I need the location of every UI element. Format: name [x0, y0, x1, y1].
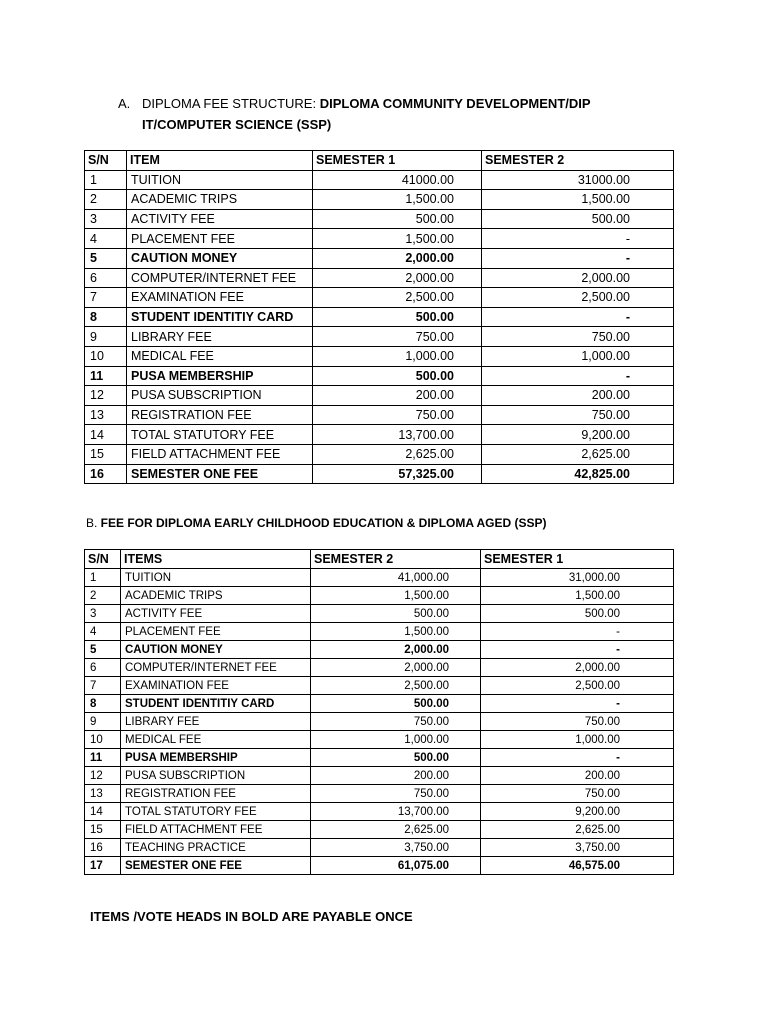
table-a-header-item: ITEM [127, 151, 313, 171]
table-a-cell-item: FIELD ATTACHMENT FEE [127, 444, 313, 464]
table-a-cell-first-amount: 1,500.00 [313, 190, 482, 210]
table-b-cell-second-amount: - [481, 749, 674, 767]
section-a-heading [118, 93, 678, 135]
table-b-cell-item: REGISTRATION FEE [121, 785, 311, 803]
table-row [85, 268, 674, 288]
table-a-cell-second-amount: - [482, 366, 674, 386]
table-a-cell-first-amount: 750.00 [313, 405, 482, 425]
table-b-cell-first-amount: 500.00 [311, 749, 481, 767]
table-a-cell-first-amount: 200.00 [313, 386, 482, 406]
table-row [85, 366, 674, 386]
table-b-cell-second-amount: 2,000.00 [481, 659, 674, 677]
table-row [85, 713, 674, 731]
table-b-cell-second-amount: 750.00 [481, 785, 674, 803]
table-b-cell-item: ACTIVITY FEE [121, 605, 311, 623]
table-row [85, 605, 674, 623]
table-b-cell-item: ACADEMIC TRIPS [121, 587, 311, 605]
table-a-cell-second-amount: 9,200.00 [482, 425, 674, 445]
table-b-cell-second-amount: 2,500.00 [481, 677, 674, 695]
section-b-prefix: B. [86, 516, 101, 530]
table-row [85, 587, 674, 605]
table-a-cell-first-amount: 13,700.00 [313, 425, 482, 445]
table-a-header-semester-2: SEMESTER 2 [482, 151, 674, 171]
table-a-cell-first-amount: 41000.00 [313, 170, 482, 190]
table-b-cell-second-amount: 2,625.00 [481, 821, 674, 839]
section-a-heading-line-1 [118, 93, 678, 114]
table-b-cell-second-amount: 31,000.00 [481, 569, 674, 587]
table-a-cell-first-amount: 2,000.00 [313, 248, 482, 268]
table-b-cell-second-amount: 750.00 [481, 713, 674, 731]
table-row [85, 857, 674, 875]
footer-note: ITEMS /VOTE HEADS IN BOLD ARE PAYABLE ONCE [90, 909, 413, 924]
table-b-cell-first-amount: 1,000.00 [311, 731, 481, 749]
table-a-cell-sn: 4 [85, 229, 127, 249]
table-a-cell-second-amount: 1,500.00 [482, 190, 674, 210]
table-a-cell-second-amount: - [482, 229, 674, 249]
table-a-cell-second-amount: 2,625.00 [482, 444, 674, 464]
table-row [85, 641, 674, 659]
table-b-cell-sn: 12 [85, 767, 121, 785]
table-row [85, 307, 674, 327]
table-row [85, 444, 674, 464]
table-a-cell-item: CAUTION MONEY [127, 248, 313, 268]
table-b-cell-item: EXAMINATION FEE [121, 677, 311, 695]
table-a-cell-sn: 13 [85, 405, 127, 425]
table-b-cell-second-amount: - [481, 623, 674, 641]
table-row [85, 209, 674, 229]
table-b-cell-first-amount: 1,500.00 [311, 587, 481, 605]
table-a-cell-sn: 16 [85, 464, 127, 484]
table-b-cell-sn: 15 [85, 821, 121, 839]
section-a-marker: A. [118, 96, 131, 111]
table-a-cell-item: REGISTRATION FEE [127, 405, 313, 425]
section-b-heading [86, 514, 546, 532]
table-row [85, 803, 674, 821]
table-b-cell-second-amount: 9,200.00 [481, 803, 674, 821]
table-row [85, 170, 674, 190]
table-a-cell-first-amount: 2,000.00 [313, 268, 482, 288]
table-b-cell-sn: 16 [85, 839, 121, 857]
table-a-cell-item: ACADEMIC TRIPS [127, 190, 313, 210]
table-b-cell-sn: 10 [85, 731, 121, 749]
table-b-cell-sn: 8 [85, 695, 121, 713]
table-b-header-row [85, 550, 674, 569]
table-b-body [85, 569, 674, 875]
table-a-cell-sn: 9 [85, 327, 127, 347]
table-a-cell-first-amount: 500.00 [313, 366, 482, 386]
table-b-cell-sn: 1 [85, 569, 121, 587]
table-a-cell-item: ACTIVITY FEE [127, 209, 313, 229]
table-row [85, 346, 674, 366]
table-b-header-sn: S/N [85, 550, 121, 569]
table-b-cell-first-amount: 3,750.00 [311, 839, 481, 857]
table-b-cell-first-amount: 750.00 [311, 785, 481, 803]
table-b-cell-item: STUDENT IDENTITIY CARD [121, 695, 311, 713]
table-a-cell-item: SEMESTER ONE FEE [127, 464, 313, 484]
table-b-cell-first-amount: 2,500.00 [311, 677, 481, 695]
table-a-cell-second-amount: 500.00 [482, 209, 674, 229]
table-b-cell-sn: 2 [85, 587, 121, 605]
table-b-cell-sn: 11 [85, 749, 121, 767]
table-b-cell-first-amount: 1,500.00 [311, 623, 481, 641]
table-a-cell-first-amount: 500.00 [313, 209, 482, 229]
table-a-cell-item: STUDENT IDENTITIY CARD [127, 307, 313, 327]
fee-table-a [84, 150, 674, 484]
table-b-cell-second-amount: 200.00 [481, 767, 674, 785]
table-a-cell-first-amount: 1,500.00 [313, 229, 482, 249]
table-b-cell-first-amount: 41,000.00 [311, 569, 481, 587]
table-a-cell-sn: 10 [85, 346, 127, 366]
table-row [85, 569, 674, 587]
section-a-title-part-2: IT/COMPUTER SCIENCE (SSP) [142, 117, 332, 132]
section-a-prefix: DIPLOMA FEE STRUCTURE: [142, 96, 320, 111]
table-a-cell-first-amount: 1,000.00 [313, 346, 482, 366]
table-row [85, 695, 674, 713]
table-b-cell-sn: 7 [85, 677, 121, 695]
table-row [85, 677, 674, 695]
table-b-header-semester-2: SEMESTER 2 [311, 550, 481, 569]
table-b-cell-sn: 9 [85, 713, 121, 731]
table-b-cell-second-amount: - [481, 641, 674, 659]
table-b-cell-item: LIBRARY FEE [121, 713, 311, 731]
table-a-body [85, 170, 674, 484]
table-a-cell-item: PUSA SUBSCRIPTION [127, 386, 313, 406]
table-a-cell-item: TOTAL STATUTORY FEE [127, 425, 313, 445]
table-a-cell-sn: 2 [85, 190, 127, 210]
table-b-cell-first-amount: 2,000.00 [311, 659, 481, 677]
table-b-cell-item: TEACHING PRACTICE [121, 839, 311, 857]
table-a-cell-sn: 7 [85, 288, 127, 308]
table-b-cell-second-amount: 1,000.00 [481, 731, 674, 749]
table-b-cell-first-amount: 500.00 [311, 695, 481, 713]
table-b-cell-sn: 5 [85, 641, 121, 659]
table-a-cell-second-amount: 42,825.00 [482, 464, 674, 484]
table-a-cell-sn: 3 [85, 209, 127, 229]
table-b-cell-first-amount: 200.00 [311, 767, 481, 785]
table-a-cell-item: COMPUTER/INTERNET FEE [127, 268, 313, 288]
table-b-cell-item: PLACEMENT FEE [121, 623, 311, 641]
table-a-cell-sn: 14 [85, 425, 127, 445]
table-a-cell-sn: 12 [85, 386, 127, 406]
table-b-cell-item: FIELD ATTACHMENT FEE [121, 821, 311, 839]
table-a-cell-second-amount: - [482, 307, 674, 327]
table-a-cell-second-amount: 31000.00 [482, 170, 674, 190]
table-a-cell-second-amount: 750.00 [482, 327, 674, 347]
table-a-cell-second-amount: 200.00 [482, 386, 674, 406]
table-b-cell-first-amount: 61,075.00 [311, 857, 481, 875]
table-a-cell-sn: 11 [85, 366, 127, 386]
table-a-cell-first-amount: 57,325.00 [313, 464, 482, 484]
table-row [85, 767, 674, 785]
table-row [85, 749, 674, 767]
table-row [85, 839, 674, 857]
table-b-cell-item: COMPUTER/INTERNET FEE [121, 659, 311, 677]
table-a-cell-first-amount: 500.00 [313, 307, 482, 327]
table-a-cell-first-amount: 750.00 [313, 327, 482, 347]
table-row [85, 425, 674, 445]
table-b-cell-second-amount: 3,750.00 [481, 839, 674, 857]
table-a-cell-sn: 8 [85, 307, 127, 327]
table-b-cell-second-amount: 46,575.00 [481, 857, 674, 875]
table-a-cell-first-amount: 2,625.00 [313, 444, 482, 464]
table-b-header-semester-1: SEMESTER 1 [481, 550, 674, 569]
table-row [85, 288, 674, 308]
section-b-title: FEE FOR DIPLOMA EARLY CHILDHOOD EDUCATION & DIPLOMA AGED (SSP) [100, 516, 547, 530]
table-a-cell-sn: 5 [85, 248, 127, 268]
table-b-cell-first-amount: 500.00 [311, 605, 481, 623]
section-a-title-part-1: DIPLOMA COMMUNITY DEVELOPMENT/DIP [319, 96, 591, 111]
table-b-cell-item: TUITION [121, 569, 311, 587]
table-b-cell-item: PUSA SUBSCRIPTION [121, 767, 311, 785]
table-a-cell-second-amount: 750.00 [482, 405, 674, 425]
table-b-cell-first-amount: 2,625.00 [311, 821, 481, 839]
table-a-cell-second-amount: 2,000.00 [482, 268, 674, 288]
table-b-cell-sn: 17 [85, 857, 121, 875]
table-row [85, 464, 674, 484]
table-row [85, 623, 674, 641]
table-a-cell-sn: 15 [85, 444, 127, 464]
table-b-cell-item: PUSA MEMBERSHIP [121, 749, 311, 767]
table-a-cell-item: EXAMINATION FEE [127, 288, 313, 308]
table-row [85, 821, 674, 839]
table-row [85, 386, 674, 406]
table-a-cell-first-amount: 2,500.00 [313, 288, 482, 308]
table-b-cell-item: TOTAL STATUTORY FEE [121, 803, 311, 821]
table-b-cell-second-amount: 500.00 [481, 605, 674, 623]
table-a-cell-item: PUSA MEMBERSHIP [127, 366, 313, 386]
table-b-cell-second-amount: 1,500.00 [481, 587, 674, 605]
table-row [85, 659, 674, 677]
table-b-cell-item: SEMESTER ONE FEE [121, 857, 311, 875]
table-a-header-row [85, 151, 674, 171]
table-row [85, 405, 674, 425]
table-b-cell-second-amount: - [481, 695, 674, 713]
table-b-header-items: ITEMS [121, 550, 311, 569]
table-a-cell-item: MEDICAL FEE [127, 346, 313, 366]
table-a-cell-second-amount: - [482, 248, 674, 268]
table-b-cell-sn: 13 [85, 785, 121, 803]
fee-table-b [84, 549, 674, 875]
table-a-cell-sn: 1 [85, 170, 127, 190]
table-row [85, 190, 674, 210]
table-a-cell-item: TUITION [127, 170, 313, 190]
table-a-header-semester-1: SEMESTER 1 [313, 151, 482, 171]
table-b-cell-sn: 6 [85, 659, 121, 677]
table-a-cell-item: LIBRARY FEE [127, 327, 313, 347]
table-a-cell-second-amount: 2,500.00 [482, 288, 674, 308]
table-a-cell-sn: 6 [85, 268, 127, 288]
table-b-cell-sn: 3 [85, 605, 121, 623]
table-row [85, 327, 674, 347]
table-a-cell-second-amount: 1,000.00 [482, 346, 674, 366]
table-b-cell-first-amount: 750.00 [311, 713, 481, 731]
table-row [85, 248, 674, 268]
table-b-cell-first-amount: 13,700.00 [311, 803, 481, 821]
table-b-cell-sn: 4 [85, 623, 121, 641]
table-row [85, 785, 674, 803]
table-a-cell-item: PLACEMENT FEE [127, 229, 313, 249]
table-row [85, 731, 674, 749]
table-b-cell-item: MEDICAL FEE [121, 731, 311, 749]
table-b-cell-sn: 14 [85, 803, 121, 821]
table-row [85, 229, 674, 249]
table-b-cell-item: CAUTION MONEY [121, 641, 311, 659]
table-b-cell-first-amount: 2,000.00 [311, 641, 481, 659]
table-a-header-sn: S/N [85, 151, 127, 171]
